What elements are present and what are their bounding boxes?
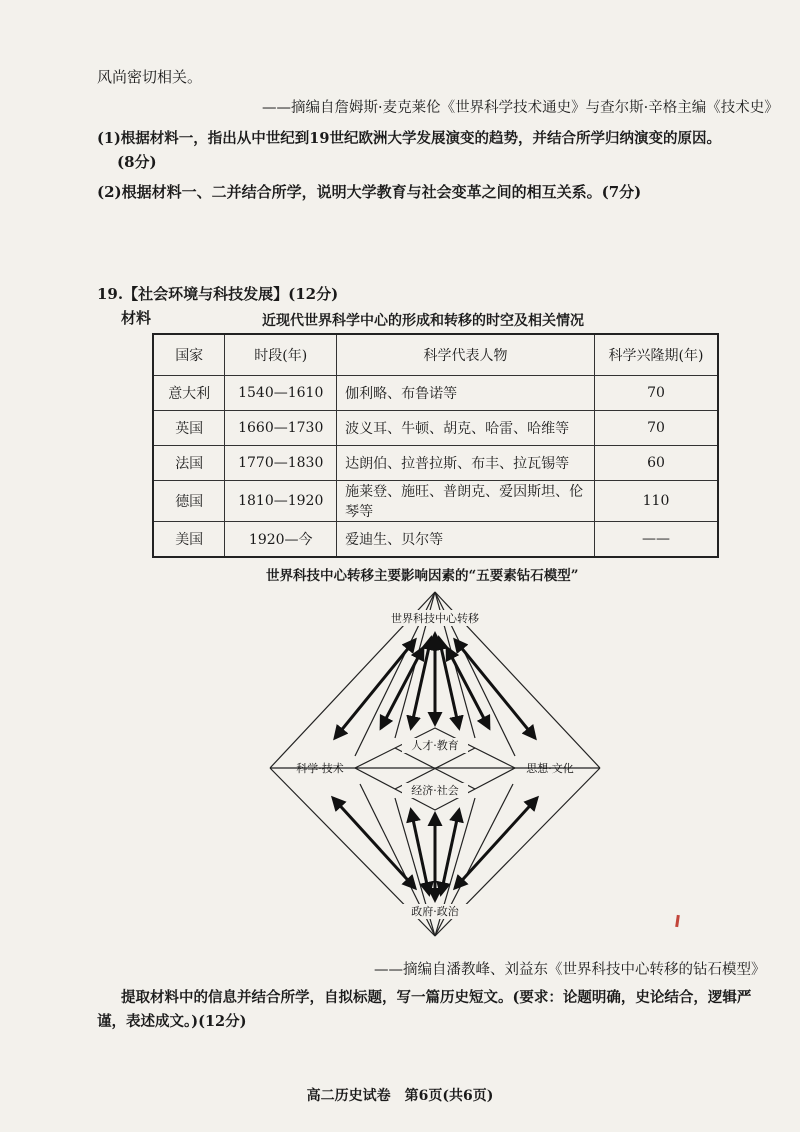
diagram-title: 世界科技中心转移主要影响因素的“五要素钻石模型” [266, 568, 579, 584]
node-center-bottom: 经济·社会 [411, 784, 459, 797]
node-center-top: 人才·教育 [411, 739, 459, 752]
cell-period: 1540—1610 [225, 376, 337, 411]
table-title: 近现代世界科学中心的形成和转移的时空及相关情况 [262, 313, 584, 329]
cell-prosperity: —— [594, 522, 718, 558]
cell-figures: 达朗伯、拉普拉斯、布丰、拉瓦锡等 [337, 446, 595, 481]
cell-figures: 波义耳、牛顿、胡克、哈雷、哈维等 [337, 411, 595, 446]
science-center-table [152, 333, 719, 558]
cell-prosperity: 110 [594, 481, 718, 522]
ink-mark [675, 915, 680, 927]
cell-figures: 爱迪生、贝尔等 [337, 522, 595, 558]
table-row [153, 522, 718, 558]
header-figures: 科学代表人物 [337, 334, 595, 376]
citation-2: ——摘编自潘教峰、刘益东《世界科技中心转移的钻石模型》 [374, 962, 766, 978]
table-header-row [153, 334, 718, 376]
continued-text: 风尚密切相关。 [97, 68, 203, 86]
cell-prosperity: 70 [594, 376, 718, 411]
cell-country: 美国 [153, 522, 225, 558]
table-row [153, 446, 718, 481]
question-2: (2)根据材料一、二并结合所学，说明大学教育与社会变革之间的相互关系。(7分) [97, 183, 642, 201]
diamond-model-diagram [265, 588, 605, 948]
table-row [153, 411, 718, 446]
task-line-2: 谨，表述成文。)(12分) [97, 1013, 247, 1030]
header-period: 时段(年) [225, 334, 337, 376]
header-country: 国家 [153, 334, 225, 376]
citation-1: ——摘编自詹姆斯·麦克莱伦《世界科学技术通史》与查尔斯·辛格主编《技术史》 [262, 100, 779, 116]
cell-country: 英国 [153, 411, 225, 446]
cell-period: 1810—1920 [225, 481, 337, 522]
cell-period: 1920—今 [225, 522, 337, 558]
cell-prosperity: 70 [594, 411, 718, 446]
question-1: (1)根据材料一，指出从中世纪到19世纪欧洲大学发展演变的趋势，并结合所学归纳演变的原因。 [97, 130, 721, 147]
table-row [153, 481, 718, 522]
node-top: 世界科技中心转移 [391, 612, 479, 625]
cell-country: 德国 [153, 481, 225, 522]
cell-country: 意大利 [153, 376, 225, 411]
cell-period: 1660—1730 [225, 411, 337, 446]
node-left: 科学·技术 [296, 762, 344, 775]
material-label: 材料 [121, 309, 152, 327]
cell-figures: 施莱登、施旺、普朗克、爱因斯坦、伦琴等 [337, 481, 595, 522]
question-19-heading: 19.【社会环境与科技发展】(12分) [97, 285, 339, 303]
task-line-1: 提取材料中的信息并结合所学，自拟标题，写一篇历史短文。(要求：论题明确，史论结合，逻辑严 [121, 989, 752, 1006]
page-footer: 高二历史试卷 第6页(共6页) [306, 1088, 494, 1104]
cell-period: 1770—1830 [225, 446, 337, 481]
cell-country: 法国 [153, 446, 225, 481]
question-1-score: (8分) [117, 153, 157, 171]
cell-prosperity: 60 [594, 446, 718, 481]
table-row [153, 376, 718, 411]
node-bottom: 政府·政治 [411, 905, 459, 918]
cell-figures: 伽利略、布鲁诺等 [337, 376, 595, 411]
header-prosperity: 科学兴隆期(年) [594, 334, 718, 376]
node-right: 思想·文化 [526, 762, 574, 775]
